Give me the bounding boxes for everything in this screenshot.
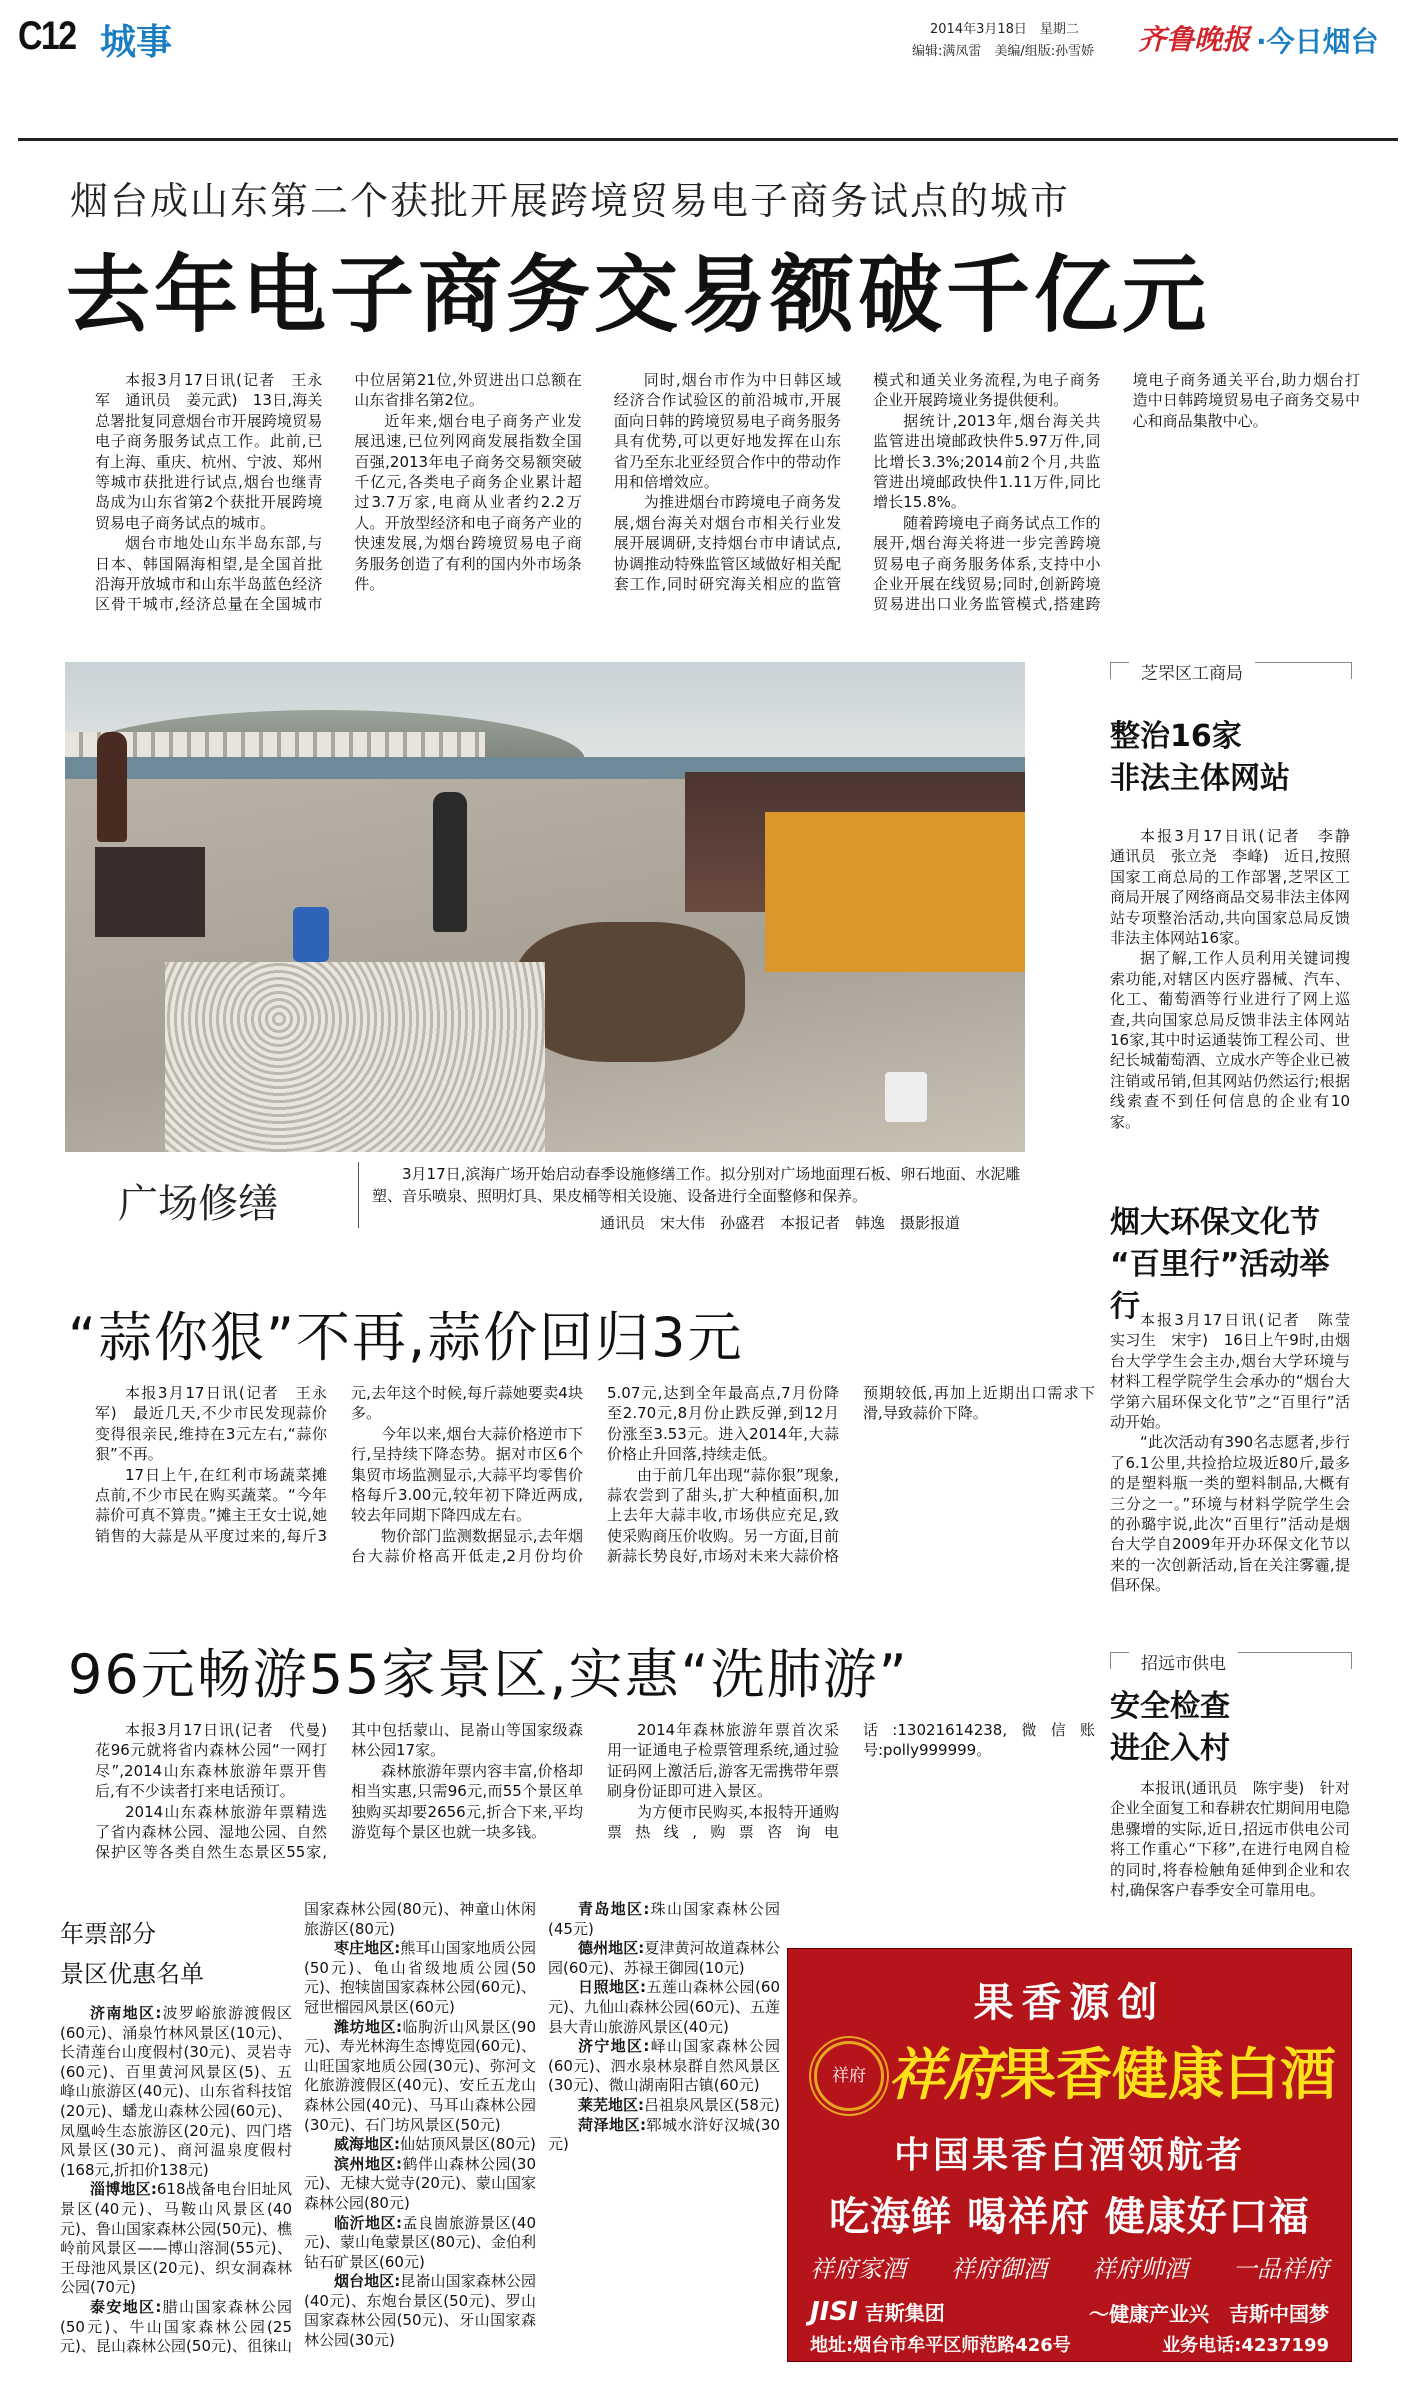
discount-list bbox=[60, 1900, 780, 2378]
paragraph: 本报讯(通讯员 陈宇斐) 针对企业全面复工和春耕农忙期间用电隐患骤增的实际,近日,招远市供电公司将工作重心“下移”,在进行电网自检的同时,将春检触角延伸到企业和农村,确保客户春季安全可靠用电。 bbox=[1110, 1779, 1351, 1900]
region-name: 德州地区: bbox=[578, 1939, 645, 1958]
region-entry bbox=[548, 1939, 780, 1978]
region-entry bbox=[60, 2004, 292, 2180]
region-name: 枣庄地区: bbox=[334, 1939, 401, 1958]
region-name: 潍坊地区: bbox=[334, 2017, 403, 2036]
paragraph: 2014山东森林旅游年票精选了省内森林公园、湿地公园、自然保护区等各类自然生态景区55家,其中包括蒙山、昆嵛山等国家级森林公园17家。 bbox=[95, 1721, 583, 1862]
paragraph: 为推进烟台市跨境电子商务发展,烟台海关对烟台市相关行业发展开展调研,支持烟台市申请试点,协调推动特殊监管区域做好相关配套工作,同时研究海关相应的监管模式和通关业务流程,为电子商务企业开展跨境业务提供便利。 bbox=[613, 371, 1101, 594]
region-entry bbox=[304, 2018, 536, 2136]
region-spots: 五莲山森林公园(60元)、九仙山森林公园(60元)、五莲县大青山旅游风景区(40元) bbox=[548, 1978, 780, 2036]
ad-tagline: 中国果香白酒领航者 bbox=[893, 2134, 1245, 2176]
brand-seal-logo: 祥府 bbox=[814, 2041, 884, 2111]
region-spots: 郓城水浒好汉城(30元) bbox=[548, 2115, 780, 2154]
photo-label: 广场修缮 bbox=[118, 1181, 278, 1227]
photo-water-barrel bbox=[293, 907, 329, 962]
lead-subtitle: 烟台成山东第二个获批开展跨境贸易电子商务试点的城市 bbox=[70, 179, 1071, 223]
series-item: 祥府家酒 bbox=[810, 2255, 906, 2283]
region-spots: 临朐沂山风景区(90元)、寿光林海生态博览园(60元)、山旺国家地质公园(30元)、弥河文化旅游渡假区(40元)、安丘五龙山森林公园(40元)、马耳山森林公园(30元)、石门坊风景区(50元) bbox=[304, 2017, 536, 2134]
region-entry bbox=[548, 1978, 780, 2037]
region-entry bbox=[304, 2272, 536, 2350]
headline-line: 烟大环保文化节 bbox=[1110, 1205, 1320, 1240]
headline-line: 整治16家 bbox=[1110, 719, 1242, 754]
region-name: 日照地区: bbox=[578, 1978, 647, 1997]
region-spots: 仙姑顶风景区(80元) bbox=[400, 2135, 536, 2154]
paragraph: 物价部门监测数据显示,去年烟台大蒜价格高开低走,2月份均价5.07元,达到全年最高点,7月份降至2.70元,8月份止跌反弹,到12月份涨至3.53元。进入2014年,大蒜价格止升回落,持续走低。 bbox=[351, 1384, 839, 1566]
masthead-logo: 齐鲁晚报 bbox=[1138, 23, 1251, 56]
jisi-logo: JISI bbox=[810, 2297, 858, 2327]
paragraph: 本报3月17日讯(记者 王永军) 最近几天,不少市民发现蒜价变得很亲民,维持在3元左右,“蒜你狠”不再。 bbox=[95, 1384, 327, 1464]
group-name: 吉斯集团 bbox=[864, 2301, 945, 2325]
paragraph: 烟台市地处山东半岛东部,与日本、韩国隔海相望,是全国首批沿海开放城市和山东半岛蓝色经济区骨干城市,经济总量在全国城市中位居第21位,外贸进出口总额在山东省排名第2位。 bbox=[95, 371, 582, 614]
ad-brand: 祥府 bbox=[888, 2042, 1000, 2108]
sidebar-body bbox=[1110, 826, 1366, 1132]
paragraph: 今年以来,烟台大蒜价格逆市下行,呈持续下降态势。据对市区6个集贸市场监测显示,大蒜平均零售价格每斤3.00元,较年初下降近两成,较去年同期下降四成左右。 bbox=[351, 1424, 583, 1525]
lead-headline: 去年电子商务交易额破千亿元 bbox=[66, 246, 1211, 344]
ad-line1: 果香源创 bbox=[973, 1979, 1166, 2026]
region-spots: 峄山国家森林公园(60元)、泗水泉林泉群自然风景区(30元)、微山湖南阳古镇(60元) bbox=[548, 2037, 780, 2095]
paragraph: 本报3月17日讯(记者 王永军 通讯员 姜元武) 13日,海关总署批复同意烟台市开展跨境贸易电子商务服务试点工作。此前,已有上海、重庆、杭州、宁波、郑州等城市获批进行试点,烟台也继青岛成为山东省第2个获批开展跨境贸易电子商务试点的城市。 bbox=[95, 371, 323, 532]
photo-covered-sculpture bbox=[95, 847, 205, 937]
region-name: 莱芜地区: bbox=[578, 2095, 644, 2114]
photo-credit: 通讯员 宋大伟 孙盛君 本报记者 韩逸 摄影报道 bbox=[600, 1214, 961, 1232]
lead-body bbox=[95, 370, 1360, 616]
headline-line: 非法主体网站 bbox=[1110, 761, 1290, 796]
region-entry bbox=[548, 2096, 780, 2116]
news-photo-plaza bbox=[65, 662, 1025, 1152]
region-name: 泰安地区: bbox=[90, 2297, 162, 2316]
region-name: 济南地区: bbox=[90, 2004, 162, 2022]
headline-line: “百里行”活动举行 bbox=[1110, 1247, 1330, 1324]
region-entry bbox=[304, 2214, 536, 2273]
region-name: 菏泽地区: bbox=[578, 2115, 647, 2134]
region-spots: 夏津黄河故道森林公园(60元)、苏禄王御园(10元) bbox=[548, 1939, 780, 1977]
masthead-edition: ·今日烟台 bbox=[1256, 25, 1379, 58]
group-slogan: ～健康产业兴 吉斯中国梦 bbox=[1089, 2301, 1329, 2326]
region-spots: 618战备电台旧址风景区(40元)、马鞍山风景区(40元)、鲁山国家森林公园(50元)、樵岭前风景区——博山溶洞(55元)、王母池风景区(20元)、织女洞森林公园(70元) bbox=[60, 2180, 292, 2297]
header-divider bbox=[18, 138, 1398, 141]
region-spots: 熊耳山国家地质公园(50元)、龟山省级地质公园(50元)、抱犊崮国家森林公园(60元)、冠世榴园风景区(60元) bbox=[304, 1939, 536, 2016]
sidebar-headline bbox=[1110, 1686, 1350, 1770]
title-line: 年票部分 bbox=[60, 1920, 156, 1948]
paragraph: 据了解,工作人员利用关键词搜索功能,对辖区内医疗器械、汽车、化工、葡萄酒等行业进行了网上巡查,共向国家总局反馈非法主体网站16家,其中时运通装饰工程公司、世纪长城葡萄酒、立成水产等企业已被注销或吊销,但其网站仍然运行;根据线索查不到任何信息的企业有10家。 bbox=[1110, 949, 1351, 1131]
tourism-body bbox=[95, 1720, 1095, 1866]
series-item: 祥府御酒 bbox=[951, 2255, 1047, 2283]
tourism-headline: 96元畅游55家景区,实惠“洗肺游” bbox=[68, 1643, 909, 1706]
region-name: 济宁地区: bbox=[578, 2037, 650, 2056]
page-number: C12 bbox=[18, 14, 76, 58]
region-entry bbox=[548, 2116, 780, 2155]
region-entry bbox=[304, 1939, 536, 2017]
discount-list-title bbox=[60, 1914, 292, 1994]
ad-phone: 业务电话:4237199 bbox=[1162, 2335, 1329, 2356]
region-entry bbox=[304, 2155, 536, 2214]
paragraph: 本报3月17日讯(记者 李静 通讯员 张立尧 李峰) 近日,按照国家工商总局的工作部署,芝罘区工商局开展了网络商品交易非法主体网站专项整治活动,共向国家总局反馈非法主体网站16家。 bbox=[1110, 827, 1366, 948]
headline-line: 进企入村 bbox=[1110, 1731, 1230, 1766]
paragraph: “此次活动有390名志愿者,步行了6.1公里,共捡拾垃圾近80斤,最多的是塑料瓶一类的塑料制品,大概有三分之一。”环境与材料学院学生会的孙璐宇说,此次“百里行”活动是烟台大学自2009年开办环保文化节以来的一次创新活动,旨在关注雾霾,提倡环保。 bbox=[1110, 1433, 1350, 1595]
region-entry bbox=[304, 2135, 536, 2155]
sidebar-body bbox=[1110, 1310, 1366, 1596]
paragraph: 近年来,烟台电子商务产业发展迅速,已位列网商发展指数全国百强,2013年电子商务交易额突破千亿元,各类电子商务企业累计超过3.7万家,电商从业者约2.2万人。开放型经济和电子商务产业的快速发展,为烟台跨境贸易电子商务服务创造了有利的国内外市场条件。 bbox=[354, 411, 582, 594]
ad-address: 地址:烟台市牟平区师范路426号 bbox=[810, 2335, 1071, 2356]
editors-credit: 编辑:满凤雷 美编/组版:孙雪娇 bbox=[912, 44, 1095, 59]
region-name: 烟台地区: bbox=[334, 2272, 401, 2291]
paragraph: 据统计,2013年,烟台海关共监管进出境邮政快件5.97万件,同比增长3.3%;2014前2个月,共监管进出境邮政快件1.11万件,同比增长15.8%。 bbox=[873, 411, 1101, 512]
sidebar-tag: 芝罘区工商局 bbox=[1129, 659, 1255, 684]
region-spots: 孟良崮旅游景区(40元)、蒙山龟蒙景区(80元)、金伯利钻石矿景区(60元) bbox=[304, 2213, 536, 2271]
title-line: 景区优惠名单 bbox=[60, 1960, 204, 1988]
region-name: 淄博地区: bbox=[90, 2180, 157, 2199]
paragraph: 森林旅游年票内容丰富,价格却相当实惠,只需96元,而55个景区单独购买却要2656元,折合下来,平均游览每个景区也就一块多钱。 bbox=[351, 1761, 583, 1842]
ad-contact bbox=[810, 2331, 1329, 2357]
region-entry bbox=[548, 1900, 780, 1939]
sidebar-headline bbox=[1110, 716, 1350, 800]
paragraph: 为方便市民购买,本报特开通购票热线,购票咨询电话:13021614238,微信账号:polly999999。 bbox=[607, 1721, 1095, 1842]
issue-date: 2014年3月18日 星期二 bbox=[930, 22, 1079, 37]
ad-product: 果香健康白酒 bbox=[1000, 2043, 1336, 2108]
series-item: 祥府帅酒 bbox=[1092, 2255, 1188, 2283]
ad-group bbox=[810, 2297, 1329, 2327]
photo-orange-wall bbox=[765, 812, 1025, 972]
headline-line: 安全检查 bbox=[1110, 1689, 1230, 1724]
region-name: 滨州地区: bbox=[334, 2154, 403, 2173]
region-spots: 吕祖泉风景区(58元) bbox=[644, 2095, 780, 2114]
photo-pebbles bbox=[165, 962, 545, 1152]
series-item: 一品祥府 bbox=[1233, 2255, 1329, 2283]
paragraph: 同时,烟台市作为中日韩区域经济合作试验区的前沿城市,开展面向日韩的跨境贸易电子商务服务具有优势,可以更好地发挥在山东省乃至东北亚经贸合作中的带动作用和倍增效应。 bbox=[613, 371, 842, 492]
photo-pedestrian bbox=[97, 732, 127, 842]
ad-slogan: 吃海鲜 喝祥府 健康好口福 bbox=[829, 2194, 1310, 2240]
garlic-body bbox=[95, 1383, 1095, 1573]
ad-product-title bbox=[888, 2031, 1336, 2111]
region-entry bbox=[60, 2180, 292, 2298]
paragraph: 17日上午,在红利市场蔬菜摊点前,不少市民在购买蔬菜。“今年蒜价可真不算贵。”摊主王女士说,她销售的大蒜是从平度过来的,每斤3元,去年这个时候,每斤蒜她要卖4块多。 bbox=[95, 1384, 583, 1545]
region-entry bbox=[548, 2037, 780, 2096]
region-spots: 昆嵛山国家森林公园(40元)、东炮台景区(50元)、罗山国家森林公园(50元)、牙山国家森林公园(30元) bbox=[304, 2272, 536, 2350]
photo-soil-pile bbox=[515, 922, 745, 1062]
paragraph: 本报3月17日讯(记者 陈莹 实习生 宋宇) 16日上午9时,由烟台大学学生会主办,烟台大学环境与材料工程学院学生会承办的“烟台大学第六届环保文化节”之“百里行”活动开始。 bbox=[1110, 1311, 1366, 1432]
region-spots: 鹤伴山森林公园(30元)、无棣大觉寺(20元)、蒙山国家森林公园(80元) bbox=[304, 2154, 536, 2212]
paragraph: 本报3月17日讯(记者 代曼) 花96元就将省内森林公园“一网打尽”,2014山东森林旅游年票开售后,有不少读者打来电话预订。 bbox=[95, 1721, 343, 1801]
paragraph: 2014年森林旅游年票首次采用一证通电子检票管理系统,通过验证码网上激活后,游客无需携带年票刷身份证即可进入景区。 bbox=[607, 1721, 839, 1801]
photo-caption: 3月17日,滨海广场开始启动春季设施修缮工作。拟分别对广场地面理石板、卵石地面、水泥雕塑、音乐喷泉、照明灯具、果皮桶等相关设施、设备进行全面整修和保养。 bbox=[372, 1165, 1021, 1205]
region-name: 青岛地区: bbox=[578, 1900, 650, 1918]
photo-bucket bbox=[885, 1072, 927, 1122]
sidebar-tag-box bbox=[1110, 662, 1352, 684]
region-spots: 珠山国家森林公园(45元) bbox=[548, 1900, 780, 1938]
liquor-advertisement bbox=[787, 1948, 1352, 2362]
sidebar-body bbox=[1110, 1778, 1350, 1900]
photo-worker bbox=[433, 792, 467, 932]
sidebar-tag-box bbox=[1110, 1652, 1352, 1674]
paragraph: 由于前几年出现“蒜你狠”现象,蒜农尝到了甜头,扩大种植面积,加上去年大蒜丰收,市场供应充足,致使采购商压价收购。另一方面,目前新蒜长势良好,市场对未来大蒜价格预期较低,再加上近期出口需求下滑,导致蒜价下降。 bbox=[607, 1384, 1095, 1566]
section-title: 城事 bbox=[100, 22, 173, 63]
garlic-headline: “蒜你狠”不再,蒜价回归3元 bbox=[68, 1306, 744, 1369]
region-spots: 腊山国家森林公园(50元)、牛山国家森林公园(25元)、昆山森林公园(50元)、徂徕山国家森林公园(80元)、神童山休闲旅游区(80元) bbox=[60, 1900, 536, 2356]
region-name: 威海地区: bbox=[334, 2135, 400, 2154]
ad-series bbox=[810, 2249, 1329, 2284]
paragraph: 随着跨境电子商务试点工作的展开,烟台海关将进一步完善跨境贸易电子商务服务体系,支持中小企业开展在线贸易;同时,创新跨境贸易进出口业务监管模式,搭建跨境电子商务通关平台,助力烟台打造中日韩跨境贸易电子商务交易中心和商品集散中心。 bbox=[873, 371, 1360, 614]
caption-divider bbox=[358, 1162, 359, 1228]
region-name: 临沂地区: bbox=[334, 2213, 403, 2232]
region-spots: 波罗峪旅游渡假区(60元)、涌泉竹林风景区(10元)、长清莲台山度假村(30元)、灵岩寺(60元)、百里黄河风景区(5)、五峰山旅游区(40元)、山东省科技馆(20元)、蟠龙山森林公园(60元)、凤凰岭生态旅游区(20元)、四门塔风景区(30元)、商河温泉度假村(168元,折扣价138元) bbox=[60, 2004, 292, 2179]
sidebar-tag: 招远市供电 bbox=[1129, 1649, 1238, 1674]
